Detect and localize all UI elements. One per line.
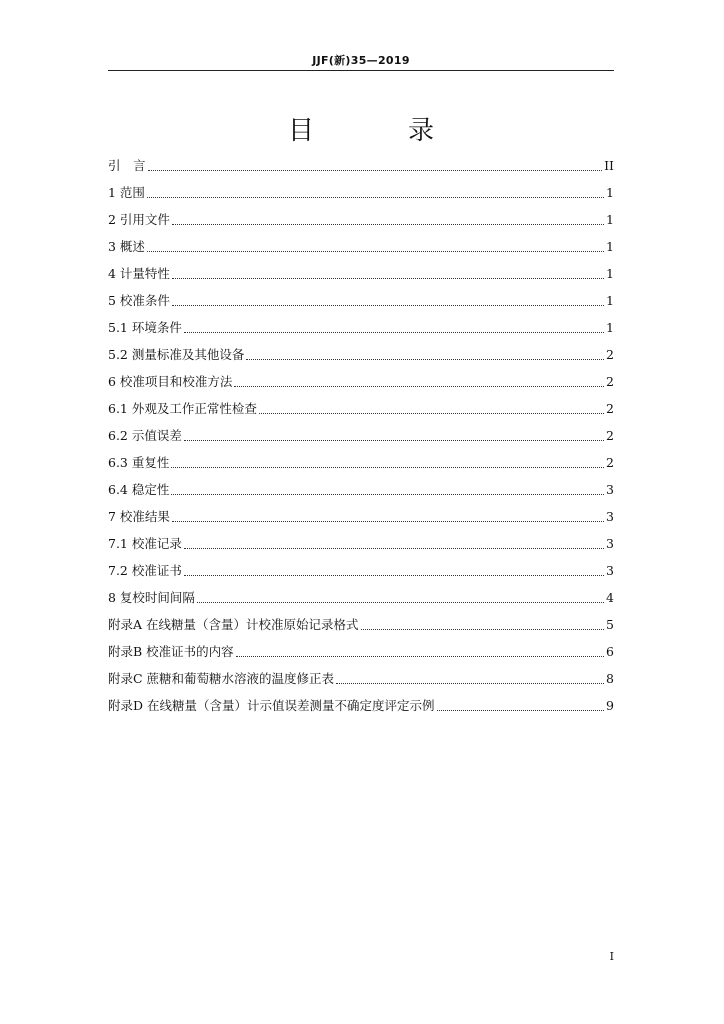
toc-leader-dots bbox=[184, 440, 604, 441]
toc-entry[interactable] bbox=[108, 179, 614, 206]
toc-entry-label: 4 计量特性 bbox=[108, 266, 170, 281]
toc-entry[interactable] bbox=[108, 638, 614, 665]
toc-leader-dots bbox=[184, 548, 604, 549]
toc-leader-dots bbox=[437, 710, 605, 711]
toc-entry[interactable] bbox=[108, 449, 614, 476]
toc-entry-page: II bbox=[604, 158, 614, 173]
toc-entry-label: 6.3 重复性 bbox=[108, 455, 170, 470]
toc-entry-page: 2 bbox=[606, 428, 614, 443]
toc-entry[interactable] bbox=[108, 233, 614, 260]
toc-entry-label: 附录A 在线糖量（含量）计校准原始记录格式 bbox=[108, 617, 359, 632]
toc-entry-page: 3 bbox=[606, 536, 614, 551]
toc-entry-label: 8 复校时间间隔 bbox=[108, 590, 195, 605]
toc-leader-dots bbox=[336, 683, 604, 684]
toc-entry[interactable] bbox=[108, 503, 614, 530]
toc-leader-dots bbox=[148, 170, 603, 171]
toc-leader-dots bbox=[172, 305, 604, 306]
toc-entry-page: 8 bbox=[606, 671, 614, 686]
toc-entry[interactable] bbox=[108, 422, 614, 449]
toc-entry-page: 2 bbox=[606, 374, 614, 389]
toc-entry-label: 附录B 校准证书的内容 bbox=[108, 644, 234, 659]
toc-leader-dots bbox=[184, 575, 604, 576]
toc-entry-page: 3 bbox=[606, 509, 614, 524]
toc-entry-page: 6 bbox=[606, 644, 614, 659]
toc-entry-page: 1 bbox=[606, 293, 614, 308]
toc-entry-page: 1 bbox=[606, 239, 614, 254]
toc-entry-label: 6 校准项目和校准方法 bbox=[108, 374, 233, 389]
toc-entry-page: 1 bbox=[606, 320, 614, 335]
toc-entry[interactable] bbox=[108, 368, 614, 395]
toc-entry-label: 7.2 校准证书 bbox=[108, 563, 182, 578]
toc-entry[interactable] bbox=[108, 611, 614, 638]
toc-entry[interactable] bbox=[108, 395, 614, 422]
toc-entry[interactable] bbox=[108, 314, 614, 341]
toc-leader-dots bbox=[172, 521, 604, 522]
toc-entry-page: 3 bbox=[606, 563, 614, 578]
toc-leader-dots bbox=[171, 467, 604, 468]
footer-page-number: I bbox=[609, 950, 614, 963]
document-header-code: JJF(新)35—2019 bbox=[312, 54, 410, 67]
toc-entry[interactable] bbox=[108, 260, 614, 287]
toc-leader-dots bbox=[259, 413, 604, 414]
toc-entry-label: 1 范围 bbox=[108, 185, 145, 200]
toc-entry-label: 2 引用文件 bbox=[108, 212, 170, 227]
toc-leader-dots bbox=[171, 494, 604, 495]
toc-leader-dots bbox=[147, 197, 604, 198]
toc-leader-dots bbox=[147, 251, 604, 252]
toc-entry[interactable] bbox=[108, 692, 614, 719]
toc-leader-dots bbox=[234, 386, 604, 387]
toc-entry-label: 6.1 外观及工作正常性检查 bbox=[108, 401, 257, 416]
toc-leader-dots bbox=[184, 332, 604, 333]
toc-entry-page: 2 bbox=[606, 455, 614, 470]
table-of-contents bbox=[108, 152, 614, 719]
toc-entry-label: 附录D 在线糖量（含量）计示值误差测量不确定度评定示例 bbox=[108, 698, 435, 713]
toc-entry-label: 5 校准条件 bbox=[108, 293, 170, 308]
toc-entry-page: 1 bbox=[606, 185, 614, 200]
toc-entry-label: 6.4 稳定性 bbox=[108, 482, 170, 497]
toc-entry[interactable] bbox=[108, 287, 614, 314]
toc-entry-label: 3 概述 bbox=[108, 239, 145, 254]
toc-entry[interactable] bbox=[108, 476, 614, 503]
toc-leader-dots bbox=[172, 224, 604, 225]
toc-leader-dots bbox=[361, 629, 605, 630]
toc-leader-dots bbox=[172, 278, 604, 279]
header-rule bbox=[108, 70, 614, 71]
toc-leader-dots bbox=[236, 656, 604, 657]
toc-entry[interactable] bbox=[108, 665, 614, 692]
toc-entry[interactable] bbox=[108, 152, 614, 179]
page-title: 目 录 bbox=[287, 116, 468, 146]
toc-entry-label: 5.1 环境条件 bbox=[108, 320, 182, 335]
toc-entry[interactable] bbox=[108, 341, 614, 368]
toc-entry-label: 7 校准结果 bbox=[108, 509, 170, 524]
toc-entry-label: 6.2 示值误差 bbox=[108, 428, 182, 443]
toc-entry-label: 引 言 bbox=[108, 158, 146, 173]
toc-entry[interactable] bbox=[108, 584, 614, 611]
toc-entry[interactable] bbox=[108, 530, 614, 557]
toc-entry-label: 7.1 校准记录 bbox=[108, 536, 182, 551]
toc-leader-dots bbox=[197, 602, 604, 603]
toc-entry-page: 1 bbox=[606, 266, 614, 281]
toc-entry-page: 1 bbox=[606, 212, 614, 227]
toc-entry[interactable] bbox=[108, 557, 614, 584]
toc-entry-page: 2 bbox=[606, 401, 614, 416]
toc-leader-dots bbox=[246, 359, 604, 360]
toc-entry-page: 3 bbox=[606, 482, 614, 497]
toc-entry-page: 2 bbox=[606, 347, 614, 362]
toc-entry-page: 5 bbox=[606, 617, 614, 632]
toc-entry-label: 附录C 蔗糖和葡萄糖水溶液的温度修正表 bbox=[108, 671, 335, 686]
toc-entry[interactable] bbox=[108, 206, 614, 233]
toc-entry-page: 4 bbox=[606, 590, 614, 605]
toc-entry-label: 5.2 测量标准及其他设备 bbox=[108, 347, 245, 362]
toc-entry-page: 9 bbox=[606, 698, 614, 713]
